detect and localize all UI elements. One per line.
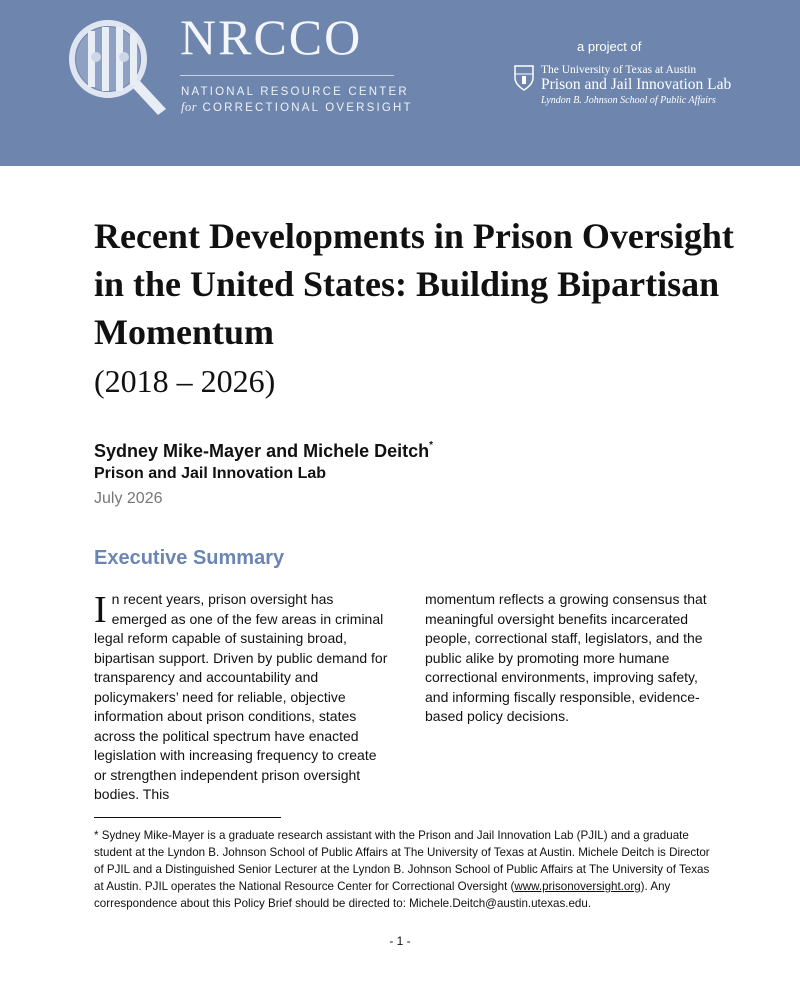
footnote-text-start: * Sydney Mike-Mayer is a graduate research assistant with the Prison and Jail Innovation Lab (PJIL) and a graduate student at the Lyndon B. Johnson School of Public Affairs at The University of Texas at Austin. Michele Deitch is Director of PJIL and a Distinguished Senior Lecturer at the Lyndon B. Johnson School of Public Affairs at The University of Texas at Austin. PJIL operates the National Resource Center for Correctional Oversight ( <box>94 829 710 893</box>
summary-text-right: momentum reflects a growing consensus that meaningful oversight benefits incarcerated people, correctional staff, legislators, and the public alike by promoting more humane correctional environments, improving safety, and informing fiscally responsible, evidence-based policy decisions. <box>425 591 707 724</box>
author-names: Sydney Mike-Mayer and Michele Deitch <box>94 441 430 461</box>
ut-name: The University of Texas at Austin <box>541 64 697 76</box>
section-heading-executive-summary: Executive Summary <box>94 547 285 569</box>
document-years: (2018 – 2026) <box>94 363 276 399</box>
lbj-school-name: Lyndon B. Johnson School of Public Affairs <box>541 95 716 106</box>
author-footnote-mark: * <box>429 440 434 451</box>
pjil-name: Prison and Jail Innovation Lab <box>541 76 732 93</box>
header-banner <box>0 0 800 166</box>
page-number: - 1 - <box>389 934 411 948</box>
publication-date: July 2026 <box>94 490 163 507</box>
summary-column-right <box>425 590 710 727</box>
project-of-label: a project of <box>577 39 642 54</box>
authors <box>94 440 433 462</box>
footnote-divider <box>94 817 281 818</box>
document-title: Recent Developments in Prison Oversight in the United States: Building Bipartisan Momentum <box>94 216 734 352</box>
logo-subtitle-for: for <box>181 100 198 114</box>
prisonoversight-link[interactable]: www.prisonoversight.org <box>514 880 641 893</box>
logo-divider <box>180 75 394 76</box>
magnifier-prison-bars-logo <box>66 17 176 127</box>
affiliation: Prison and Jail Innovation Lab <box>94 465 327 482</box>
drop-cap: I <box>94 589 107 631</box>
ut-shield-icon <box>513 64 535 92</box>
logo-subtitle-line1: NATIONAL RESOURCE CENTER <box>181 86 409 98</box>
nrcco-wordmark: NRCCO <box>180 9 363 65</box>
summary-column-left <box>94 590 389 805</box>
logo-subtitle-rest: CORRECTIONAL OVERSIGHT <box>202 102 413 114</box>
footnote-text-end: ). Any correspondence about this Policy Brief should be directed to: Michele.Deitch@austin.utexas.edu. <box>94 880 671 910</box>
logo-subtitle-line2 <box>181 100 413 115</box>
footnote <box>94 827 714 912</box>
summary-text-left: n recent years, prison oversight has emerged as one of the few areas in criminal legal reform capable of sustaining broad, bipartisan support. Driven by public demand for transparency and accountability and policymakers’ need for reliable, objective information about prison conditions, states across the political spectrum have enacted legislation with increasing frequency to create or strengthen independent prison oversight bodies. This <box>94 591 388 802</box>
